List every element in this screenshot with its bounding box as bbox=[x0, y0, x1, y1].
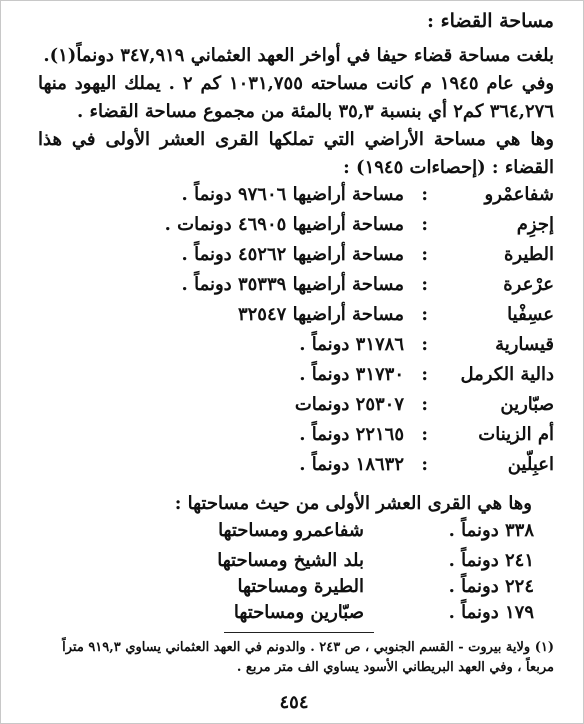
page-number: ٤٥٤ bbox=[279, 692, 309, 713]
section-heading: مساحة القضاء : bbox=[427, 10, 554, 32]
village-area: مساحة أراضيها ٤٦٩٠٥ دونمات . bbox=[164, 214, 404, 235]
village-row bbox=[34, 244, 554, 274]
village-name: الطيرة ومساحتها bbox=[237, 576, 364, 597]
village-name: الطيرة bbox=[503, 244, 554, 265]
village-name: عرْعرة bbox=[503, 274, 554, 295]
small-village-row bbox=[34, 520, 554, 550]
village-row bbox=[34, 334, 554, 364]
village-row bbox=[34, 454, 554, 484]
village-area: ٣١٧٨٦ دونماً . bbox=[299, 334, 404, 355]
village-area: ٣١٧٣٠ دونماً . bbox=[299, 364, 404, 385]
village-row bbox=[34, 364, 554, 394]
village-area: ٣٣٨ دونماً . bbox=[448, 520, 534, 541]
village-area: ٢٥٣٠٧ دونمات bbox=[294, 394, 404, 415]
paragraph-3: وها هي مساحة الأراضي التي تملكها القرى العشر الأولى في هذا القضاء : (إحصاءات ١٩٤٥) : bbox=[38, 129, 554, 178]
village-name: بلد الشيخ ومساحتها bbox=[217, 550, 364, 571]
footnote: (١) ولاية بيروت - القسم الجنوبي ، ص ٢٤٣ . والدونم في العهد العثماني يساوي ٩١٩,٣ متراً مربعاً ، وفي العهد البريطاني الأسود يساوي الف متر مربع . bbox=[62, 640, 554, 675]
village-row bbox=[34, 424, 554, 454]
village-name: قيسارية bbox=[495, 334, 554, 355]
book-page bbox=[34, 8, 555, 713]
village-name: اعبِلّين bbox=[507, 454, 554, 475]
village-area: مساحة أراضيها ٩٧٦٠٦ دونماً . bbox=[181, 184, 404, 205]
village-name: عسِفْيا bbox=[507, 304, 554, 325]
village-row bbox=[34, 214, 554, 244]
village-name: صبّارين ومساحتها bbox=[233, 602, 364, 623]
village-row bbox=[34, 394, 554, 424]
village-name: دالية الكرمل bbox=[460, 364, 554, 385]
village-area: مساحة أراضيها ٣٢٥٤٧ bbox=[237, 304, 404, 325]
village-area: مساحة أراضيها ٤٥٢٦٢ دونماً . bbox=[181, 244, 404, 265]
village-name: صبّارين bbox=[500, 394, 554, 415]
village-area: مساحة أراضيها ٣٥٣٣٩ دونماً . bbox=[181, 274, 404, 295]
village-area: ١٨٦٣٢ دونماً . bbox=[299, 454, 404, 475]
village-row bbox=[34, 274, 554, 304]
village-name: إجزِم bbox=[516, 214, 554, 235]
village-area: ١٧٩ دونماً . bbox=[448, 602, 534, 623]
colon: : bbox=[421, 214, 428, 235]
small-village-row bbox=[34, 602, 554, 632]
colon: : bbox=[421, 454, 428, 475]
colon: : bbox=[421, 274, 428, 295]
paragraph-2: وفي عام ١٩٤٥ م كانت مساحته ١٠٣١,٧٥٥ كم ٢ . يملك اليهود منها ٣٦٤,٢٧٦ كم٢ أي بنسبة ٣٥,٣ بالمئة من مجموع مساحة القضاء . bbox=[38, 73, 555, 122]
colon: : bbox=[421, 304, 428, 325]
village-name: شفاعمرو ومساحتها bbox=[218, 520, 364, 541]
village-name: أم الزينات bbox=[478, 424, 554, 445]
colon: : bbox=[421, 364, 428, 385]
village-name: شفاعمْرو bbox=[484, 184, 554, 205]
small-villages-intro: وها هي القرى العشر الأولى من حيث مساحتها : bbox=[174, 493, 532, 514]
village-area: ٢٢٤ دونماً . bbox=[448, 576, 534, 597]
village-area: ٢٢١٦٥ دونماً . bbox=[299, 424, 404, 445]
colon: : bbox=[421, 394, 428, 415]
paragraph-1: بلغت مساحة قضاء حيفا في أواخر العهد العثماني ٣٤٧,٩١٩ دونماً(١). bbox=[43, 45, 554, 66]
village-row bbox=[34, 184, 554, 214]
village-area: ٢٤١ دونماً . bbox=[448, 550, 534, 571]
colon: : bbox=[421, 424, 428, 445]
village-row bbox=[34, 304, 554, 334]
footnote-separator bbox=[224, 632, 374, 633]
colon: : bbox=[421, 184, 428, 205]
colon: : bbox=[421, 334, 428, 355]
colon: : bbox=[421, 244, 428, 265]
